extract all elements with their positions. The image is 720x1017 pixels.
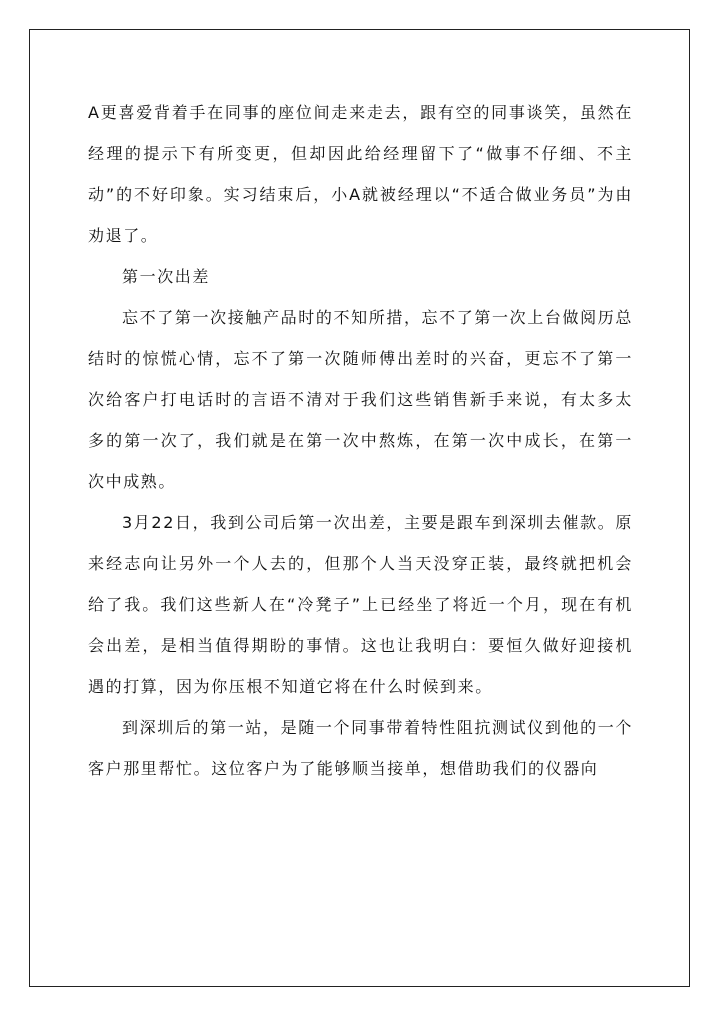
section-heading: 第一次出差	[122, 267, 211, 286]
paragraph-business-trip: 3月22日，我到公司后第一次出差，主要是跟车到深圳去催款。原来经志向让另外一个人去的，但那个人当天没穿正装，最终就把机会给了我。我们这些新人在“冷凳子”上已经坐了将近一个月，现在有机会出差，是相当值得期盼的事情。这也让我明白：要恒久做好迎接机遇的打算，因为你压根不知道它将在什么时候到来。	[88, 513, 633, 696]
paragraph-continuation: A更喜爱背着手在同事的座位间走来走去，跟有空的同事谈笑，虽然在经理的提示下有所变更，但却因此给经理留下了“做事不仔细、不主动”的不好印象。实习结束后，小A就被经理以“不适合做业务员”为由劝退了。	[88, 103, 633, 245]
paragraph-firsts: 忘不了第一次接触产品时的不知所措，忘不了第一次上台做阅历总结时的惊慌心情，忘不了第一次随师傅出差时的兴奋，更忘不了第一次给客户打电话时的言语不清对于我们这些销售新手来说，有太多太多的第一次了，我们就是在第一次中熬炼，在第一次中成长，在第一次中成熟。	[88, 308, 633, 491]
document-body	[88, 92, 633, 789]
paragraph-shenzhen: 到深圳后的第一站，是随一个同事带着特性阻抗测试仪到他的一个客户那里帮忙。这位客户为了能够顺当接单，想借助我们的仪器向	[88, 718, 633, 778]
